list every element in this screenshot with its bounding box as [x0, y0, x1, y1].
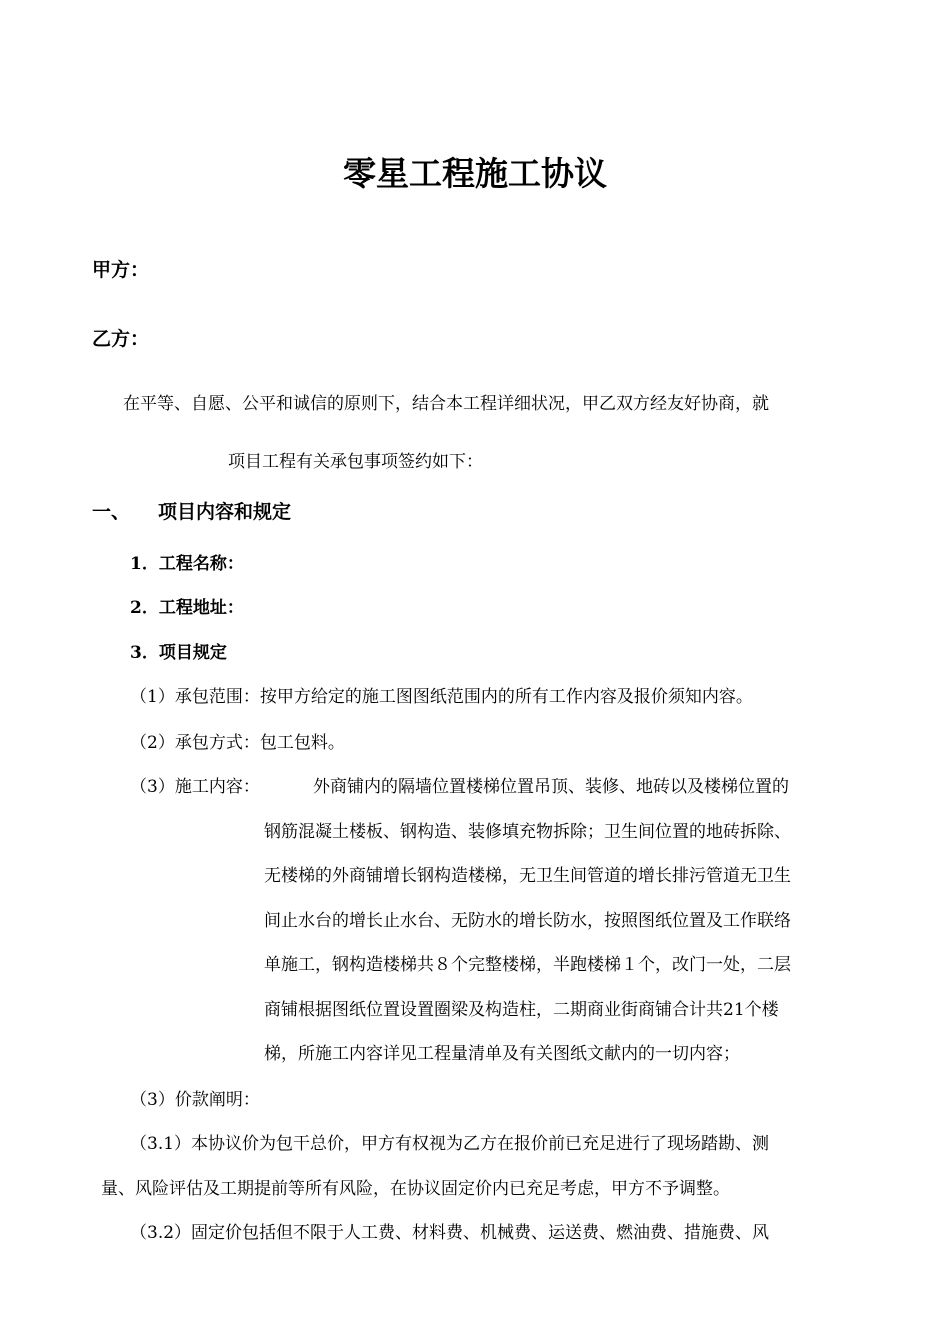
intro-line-1: 在平等、自愿、公平和诚信的原则下，结合本工程详细状况，甲乙双方经友好协商，就 [123, 394, 769, 414]
clause-contract-scope: （1）承包范围：按甲方给定的施工图图纸范围内的所有工作内容及报价须知内容。 [130, 687, 753, 707]
construction-line: 间止水台的增长止水台、无防水的增长防水，按照图纸位置及工作联络 [264, 911, 791, 931]
section-1-number: 一、 [92, 501, 131, 523]
section-1-heading: 项目内容和规定 [158, 501, 292, 523]
party-b-label: 乙方： [92, 328, 150, 350]
intro-line-2: 项目工程有关承包事项签约如下： [228, 452, 483, 472]
item-project-name: 1．工程名称： [130, 554, 244, 574]
construction-line: 单施工，钢构造楼梯共８个完整楼梯，半跑楼梯１个，改门一处，二层 [264, 955, 791, 975]
construction-line: 商铺根据图纸位置设置圈梁及构造柱，二期商业街商铺合计共21个楼 [264, 1000, 779, 1020]
construction-line: 钢筋混凝土楼板、钢构造、装修填充物拆除；卫生间位置的地砖拆除、 [264, 822, 791, 842]
construction-line: 外商铺内的隔墙位置楼梯位置吊顶、装修、地砖以及楼梯位置的 [313, 777, 789, 797]
clause-3-1-line-2: 量、风险评估及工期提前等所有风险，在协议固定价内已充足考虑，甲方不予调整。 [101, 1179, 730, 1199]
clause-contract-method: （2）承包方式：包工包料。 [130, 733, 345, 753]
party-a-label: 甲方： [92, 259, 150, 281]
clause-3-1-line-1: （3.1）本协议价为包干总价，甲方有权视为乙方在报价前已充足进行了现场踏勘、测 [130, 1134, 770, 1154]
document-title: 零星工程施工协议 [343, 154, 607, 193]
item-project-rules: 3．项目规定 [130, 643, 227, 663]
construction-line: 梯，所施工内容详见工程量清单及有关图纸文献内的一切内容； [264, 1044, 740, 1064]
clause-3-2-line-1: （3.2）固定价包括但不限于人工费、材料费、机械费、运送费、燃油费、措施费、风 [130, 1223, 770, 1243]
clause-price-explanation: （3）价款阐明： [130, 1090, 260, 1110]
construction-line: 无楼梯的外商铺增长钢构造楼梯，无卫生间管道的增长排污管道无卫生 [264, 866, 791, 886]
item-project-address: 2．工程地址： [130, 598, 244, 618]
clause-construction-label: （3）施工内容： [130, 777, 260, 797]
